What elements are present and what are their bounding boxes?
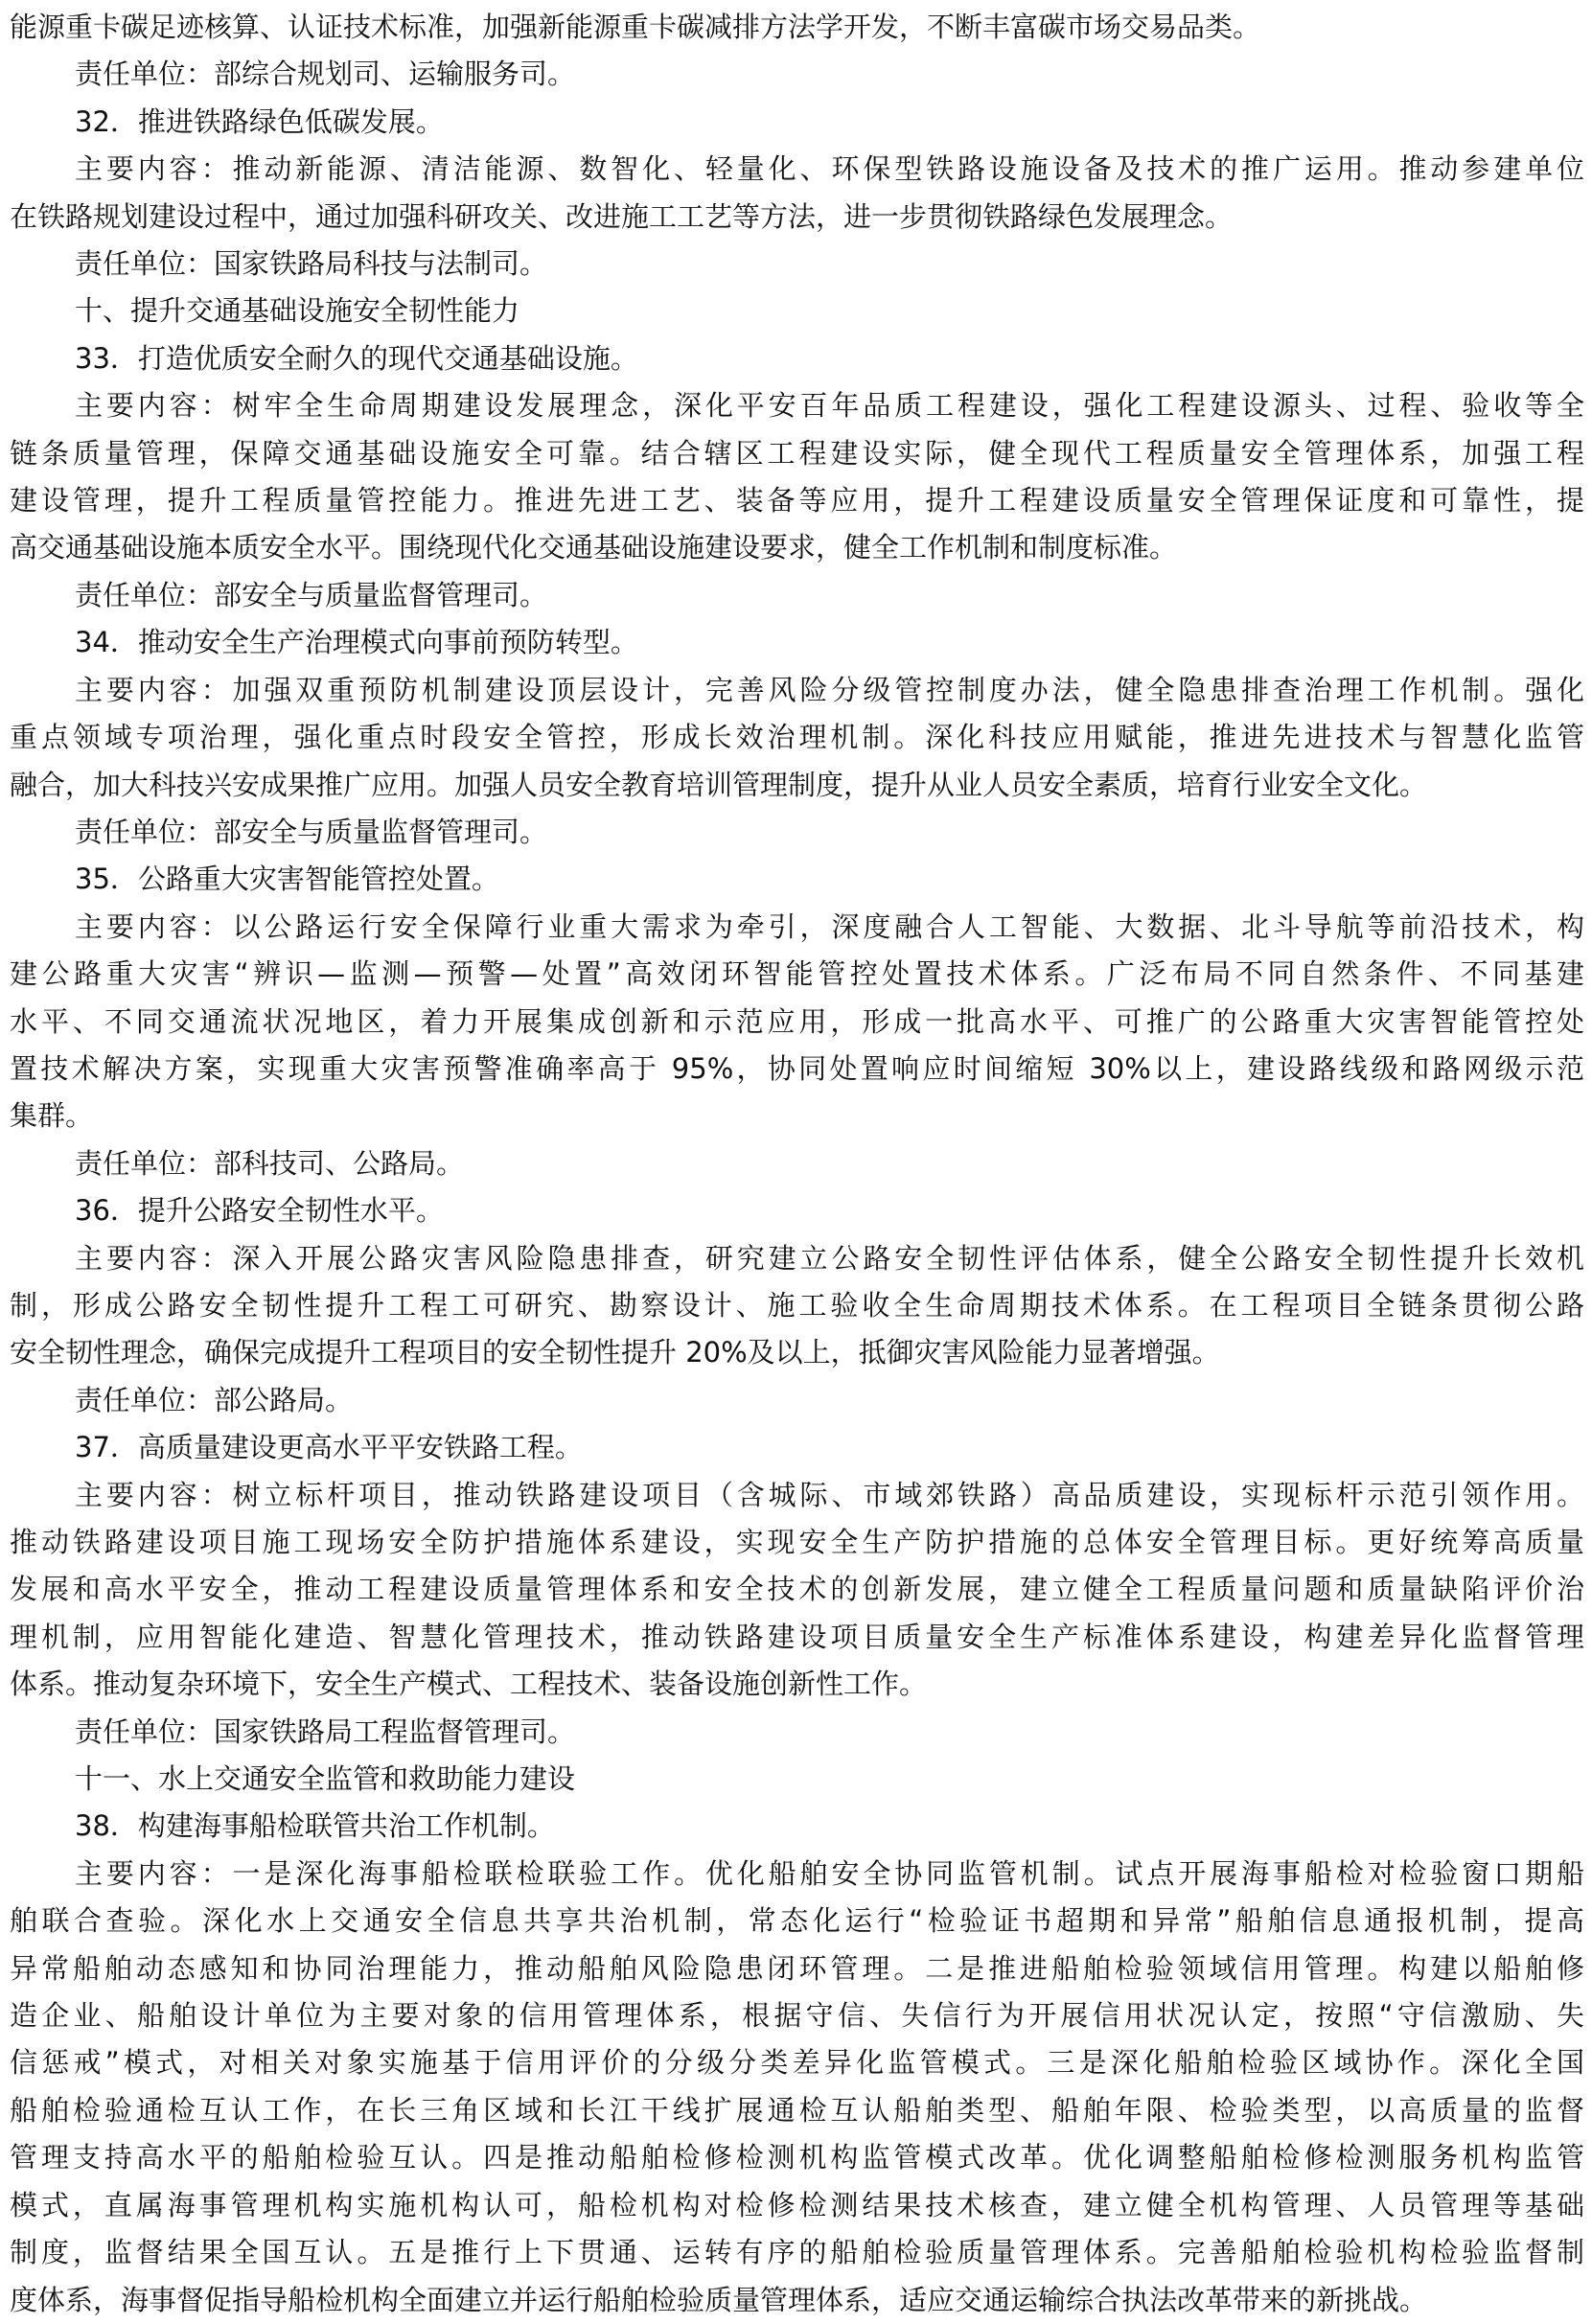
text-line: 度体系，海事督促指导船检机构全面建立并运行船舶检验质量管理体系，适应交通运输综合执法改革带来的新挑战。	[10, 2283, 1428, 2316]
text-line: 异常船舶动态感知和协同治理能力，推动船舶风险隐患闭环管理。二是推进船舶检验领域信用管理。构建以船舶修	[10, 1951, 1584, 1985]
text-line: 理机制，应用智能化建造、智慧化管理技术，推动铁路建设项目质量安全生产标准体系建设，构建差异化监督管理	[10, 1620, 1584, 1653]
item-heading: 33．打造优质安全耐久的现代交通基础设施。	[75, 341, 638, 375]
text-line: 在铁路规划建设过程中，通过加强科研攻关、改进施工工艺等方法，进一步贯彻铁路绿色发展理念。	[10, 199, 1234, 233]
text-line: 水平、不同交通流状况地区，着力开展集成创新和示范应用，形成一批高水平、可推广的公路重大灾害智能管控处	[10, 1004, 1584, 1038]
text-line: 能源重卡碳足迹核算、认证技术标准，加强新能源重卡碳减排方法学开发，不断丰富碳市场交易品类。	[10, 11, 1261, 43]
text-line: 链条质量管理，保障交通基础设施安全可靠。结合辖区工程建设实际，健全现代工程质量安全管理体系，加强工程	[10, 436, 1584, 470]
text-line: 主要内容：一是深化海事船检联检联验工作。优化船舶安全协同监管机制。试点开展海事船检对检验窗口期船	[75, 1856, 1584, 1890]
text-line: 主要内容：加强双重预防机制建设顶层设计，完善风险分级管控制度办法，健全隐患排查治理工作机制。强化	[75, 673, 1584, 706]
text-line: 重点领域专项治理，强化重点时段安全管控，形成长效治理机制。深化科技应用赋能，推进先进技术与智慧化监管	[10, 721, 1584, 754]
responsible-unit: 责任单位：部安全与质量监督管理司。	[75, 815, 548, 848]
responsible-unit: 责任单位：部公路局。	[75, 1383, 354, 1416]
section-heading: 十、提升交通基础设施安全韧性能力	[75, 294, 520, 328]
item-heading: 34．推动安全生产治理模式向事前预防转型。	[75, 626, 638, 659]
text-line: 发展和高水平安全，推动工程建设质量管理体系和安全技术的创新发展，建立健全工程质量问题和质量缺陷评价治	[10, 1573, 1584, 1606]
item-heading: 37．高质量建设更高水平平安铁路工程。	[75, 1431, 583, 1464]
text-line: 管理支持高水平的船舶检验互认。四是推动船舶检修检测机构监管模式改革。优化调整船舶检修检测服务机构监管	[10, 2141, 1584, 2174]
responsible-unit: 责任单位：部科技司、公路局。	[75, 1146, 465, 1180]
text-line: 制度，监督结果全国互认。五是推行上下贯通、运转有序的船舶检验质量管理体系。完善船舶检验机构检验监督制	[10, 2236, 1584, 2269]
text-line: 融合，加大科技兴安成果推广应用。加强人员安全教育培训管理制度，提升从业人员安全素质，培育行业安全文化。	[10, 768, 1428, 801]
text-line: 置技术解决方案，实现重大灾害预警准确率高于 95%，协同处置响应时间缩短 30%以上，建设路线级和路网级示范	[10, 1051, 1584, 1085]
item-heading: 38．构建海事船检联管共治工作机制。	[75, 1809, 555, 1843]
text-line: 主要内容：深入开展公路灾害风险隐患排查，研究建立公路安全韧性评估体系，健全公路安全韧性提升长效机	[75, 1241, 1584, 1275]
text-line: 建设管理，提升工程质量管控能力。推进先进工艺、装备等应用，提升工程建设质量安全管理保证度和可靠性，提	[10, 484, 1584, 518]
text-line: 高交通基础设施本质安全水平。围绕现代化交通基础设施建设要求，健全工作机制和制度标准。	[10, 531, 1178, 564]
item-heading: 32．推进铁路绿色低碳发展。	[75, 104, 444, 138]
text-line: 信惩戒”模式，对相关对象实施基于信用评价的分级分类差异化监管模式。三是深化船舶检验区域协作。深化全国	[10, 2046, 1584, 2080]
responsible-unit: 责任单位：部安全与质量监督管理司。	[75, 578, 548, 611]
text-line: 体系。推动复杂环境下，安全生产模式、工程技术、装备设施创新性工作。	[10, 1668, 928, 1701]
responsible-unit: 责任单位：国家铁路局科技与法制司。	[75, 247, 548, 281]
responsible-unit: 责任单位：部综合规划司、运输服务司。	[75, 58, 576, 91]
text-line: 制，形成公路安全韧性提升工程工可研究、勘察设计、施工验收全生命周期技术体系。在工程项目全链条贯彻公路	[10, 1288, 1584, 1322]
item-heading: 35．公路重大灾害智能管控处置。	[75, 863, 499, 896]
text-line: 主要内容：树牢全生命周期建设发展理念，深化平安百年品质工程建设，强化工程建设源头、过程、验收等全	[75, 389, 1584, 423]
text-line: 推动铁路建设项目施工现场安全防护措施体系建设，实现安全生产防护措施的总体安全管理目标。更好统筹高质量	[10, 1526, 1584, 1558]
item-heading: 36．提升公路安全韧性水平。	[75, 1194, 444, 1228]
text-line: 主要内容：推动新能源、清洁能源、数智化、轻量化、环保型铁路设施设备及技术的推广运用。推动参建单位	[75, 152, 1584, 186]
text-line: 安全韧性理念，确保完成提升工程项目的安全韧性提升 20%及以上，抵御灾害风险能力显著增强。	[10, 1336, 1220, 1369]
section-heading: 十一、水上交通安全监管和救助能力建设	[75, 1762, 576, 1796]
responsible-unit: 责任单位：国家铁路局工程监督管理司。	[75, 1714, 576, 1748]
text-line: 造企业、船舶设计单位为主要对象的信用管理体系，根据守信、失信行为开展信用状况认定，按照“守信激励、失	[10, 1999, 1584, 2033]
text-line: 建公路重大灾害“辨识—监测—预警—处置”高效闭环智能管控处置技术体系。广泛布局不同自然条件、不同基建	[10, 957, 1584, 991]
text-line: 模式，直属海事管理机构实施机构认可，船检机构对检修检测结果技术核查，建立健全机构管理、人员管理等基础	[10, 2188, 1584, 2221]
text-line: 集群。	[10, 1099, 94, 1133]
text-line: 主要内容：树立标杆项目，推动铁路建设项目（含城际、市域郊铁路）高品质建设，实现标杆示范引领作用。	[75, 1478, 1584, 1511]
text-line: 主要内容：以公路运行安全保障行业重大需求为牵引，深度融合人工智能、大数据、北斗导航等前沿技术，构	[75, 909, 1584, 943]
text-line: 船舶检验通检互认工作，在长三角区域和长江干线扩展通检互认船舶类型、船舶年限、检验类型，以高质量的监督	[10, 2093, 1584, 2127]
text-line: 舶联合查验。深化水上交通安全信息共享共治机制，常态化运行“检验证书超期和异常”船舶信息通报机制，提高	[10, 1904, 1584, 1938]
